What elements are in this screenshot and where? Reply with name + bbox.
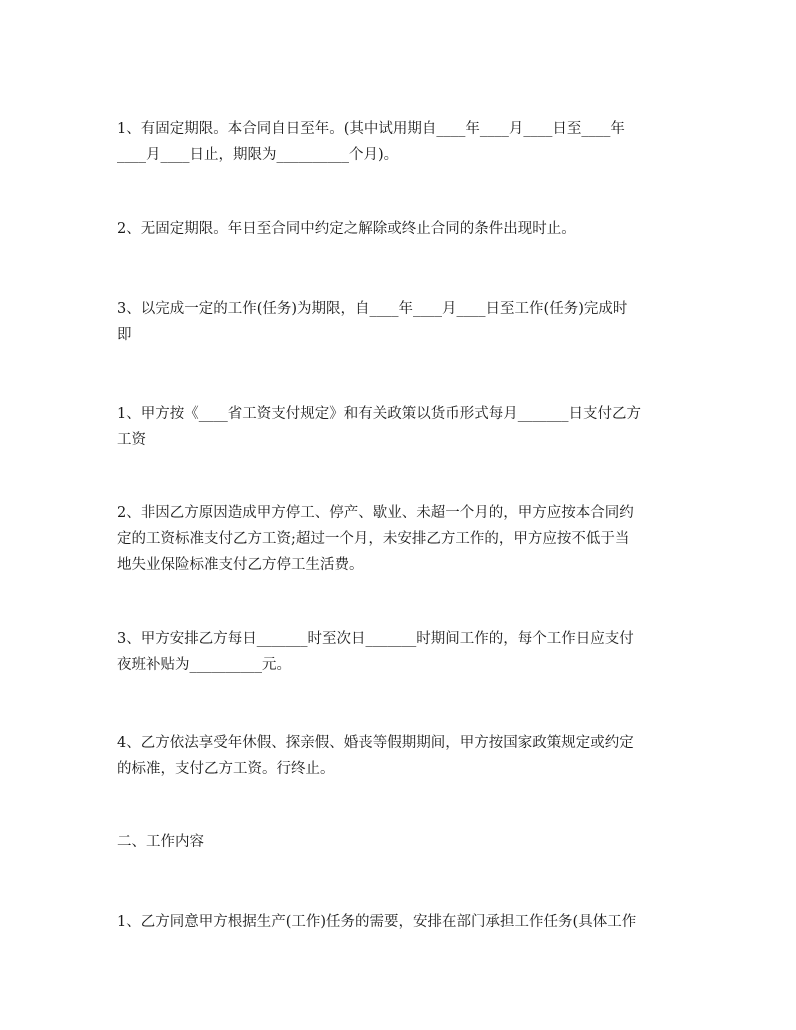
paragraph-work-content [117,909,682,935]
text-line: 工资 [117,432,146,448]
text-line: 即 [117,327,132,343]
text-line: 3、甲方安排乙方每日_______时至次日_______时期间工作的，每个工作日应支付 [117,631,634,647]
text-line: 1、有固定期限。本合同自日至年。(其中试用期自____年____月____日至____年 [117,121,625,137]
text-line: 夜班补贴为__________元。 [117,657,291,673]
paragraph-wage-payment [117,401,682,453]
heading-line: 二、工作内容 [117,834,204,850]
text-line: 1、甲方按《____省工资支付规定》和有关政策以货币形式每月_______日支付乙方 [117,406,641,422]
text-line: 2、无固定期限。年日至合同中约定之解除或终止合同的条件出现时止。 [117,221,576,237]
section-heading-work-content [117,829,682,855]
paragraph-term-fixed [117,116,682,168]
paragraph-term-open [117,216,682,242]
paragraph-term-task [117,296,682,348]
text-line: ____月____日止，期限为__________个月)。 [117,147,399,163]
paragraph-wage-leave [117,730,682,782]
text-line: 1、乙方同意甲方根据生产(工作)任务的需要，安排在部门承担工作任务(具体工作 [117,914,637,930]
paragraph-wage-night [117,626,682,678]
paragraph-wage-stoppage [117,500,682,578]
text-line: 4、乙方依法享受年休假、探亲假、婚丧等假期期间，甲方按国家政策规定或约定 [117,735,634,751]
text-line: 2、非因乙方原因造成甲方停工、停产、歇业、未超一个月的，甲方应按本合同约 [117,505,634,521]
text-line: 定的工资标准支付乙方工资;超过一个月，未安排乙方工作的，甲方应按不低于当 [117,531,630,547]
text-line: 的标准，支付乙方工资。行终止。 [117,761,335,777]
text-line: 3、以完成一定的工作(任务)为期限，自____年____月____日至工作(任务)完成时 [117,301,628,317]
text-line: 地失业保险标准支付乙方停工生活费。 [117,557,364,573]
